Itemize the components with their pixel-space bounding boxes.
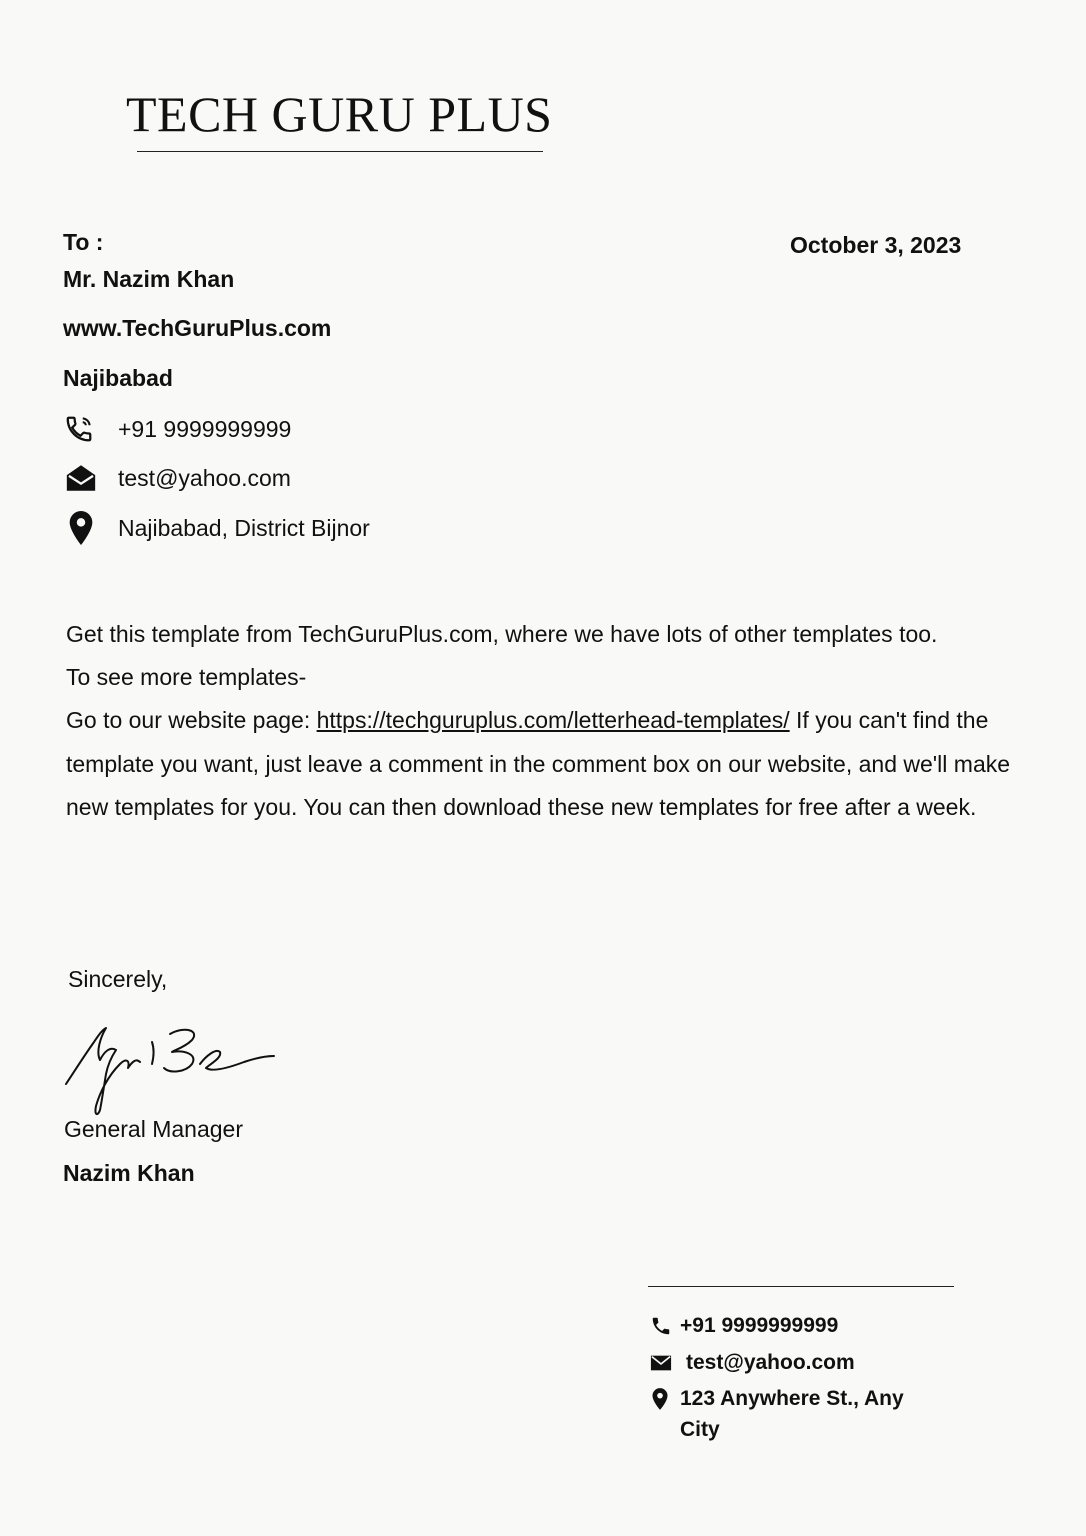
- footer-phone: +91 9999999999: [680, 1314, 839, 1337]
- closing-salutation: Sincerely,: [68, 966, 168, 992]
- recipient-email: test@yahoo.com: [118, 464, 291, 491]
- signer-name: Nazim Khan: [63, 1160, 195, 1186]
- body-line-3-suffix: If you can't find the template you want, just leave a comment in the comment box on our website, and we'll make new templates for you. You can then download these new templates for free after a week.: [66, 707, 1011, 820]
- phone-icon: [64, 409, 106, 449]
- location-pin-icon: [64, 508, 106, 548]
- company-logo: TECH GURU PLUS: [126, 86, 553, 142]
- footer-phone-row: [650, 1310, 838, 1341]
- recipient-address: Najibabad, District Bijnor: [118, 514, 370, 541]
- body-line-3-prefix: Go to our website page:: [66, 707, 317, 734]
- footer-address-row: [650, 1383, 940, 1445]
- templates-link[interactable]: https://techguruplus.com/letterhead-templates/: [316, 707, 790, 734]
- footer-address: 123 Anywhere St., Any City: [680, 1387, 904, 1441]
- location-pin-icon: [650, 1383, 674, 1414]
- body-paragraph: [66, 699, 1036, 829]
- footer-email: test@yahoo.com: [686, 1351, 855, 1374]
- letter-body: [66, 613, 1036, 829]
- recipient-phone-row: [64, 409, 291, 449]
- recipient-address-row: [64, 508, 370, 548]
- logo-underline: [137, 151, 543, 152]
- recipient-name: Mr. Nazim Khan: [63, 266, 235, 292]
- recipient-city: Najibabad: [63, 365, 173, 391]
- recipient-phone: +91 9999999999: [118, 415, 292, 442]
- envelope-open-icon: [64, 458, 106, 498]
- letter-date: October 3, 2023: [790, 232, 962, 258]
- body-line-1: Get this template from TechGuruPlus.com, where we have lots of other templates too.: [66, 621, 938, 647]
- phone-icon: [650, 1310, 674, 1341]
- envelope-icon: [650, 1347, 674, 1378]
- body-line-2: To see more templates-: [66, 664, 307, 691]
- footer-email-row: [650, 1347, 855, 1378]
- recipient-website: www.TechGuruPlus.com: [63, 315, 332, 341]
- recipient-email-row: [64, 458, 291, 498]
- to-label: To :: [63, 229, 104, 255]
- signer-title: General Manager: [64, 1116, 243, 1142]
- footer-divider: [648, 1286, 954, 1287]
- signature-image: [60, 1012, 280, 1122]
